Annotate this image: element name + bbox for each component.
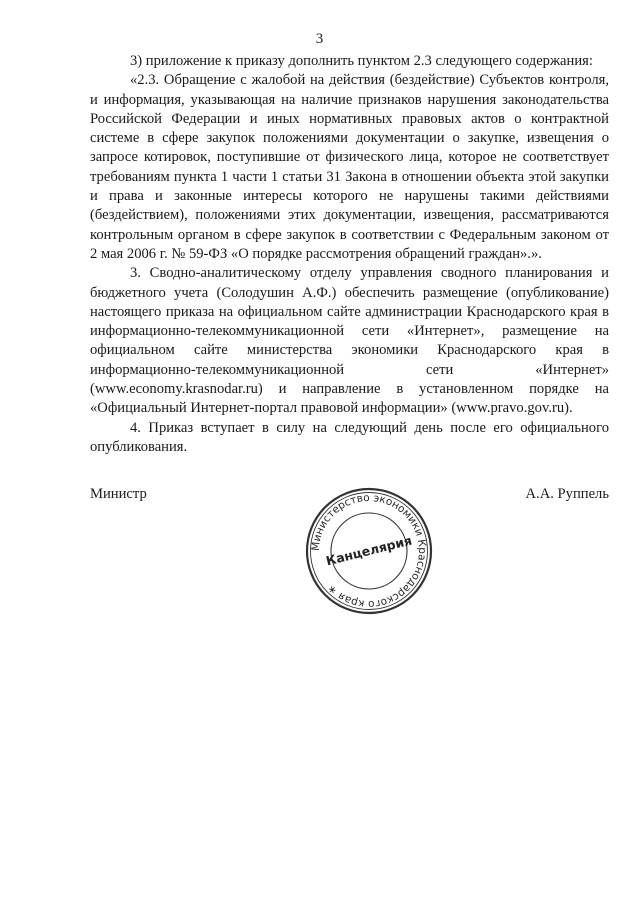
stamp-ring-text: Министерство экономики Краснодарского края ∗ bbox=[309, 491, 429, 611]
signer-position: Министр bbox=[90, 486, 147, 502]
office-stamp bbox=[303, 485, 435, 617]
signer-name: А.А. Руппель bbox=[525, 486, 609, 502]
paragraph-item-3: 3) приложение к приказу дополнить пунктом 2.3 следующего содержания: bbox=[130, 53, 593, 69]
paragraph-quoted-2-3: «2.3. Обращение с жалобой на действия (бездействие) Субъектов контроля, и информация, указывающая на наличие признаков нарушения законодательства Российской Федерации и иных нормативных правовых актов о контрактной системе в сфере закупок положениями документации о закупке, извещения о запросе котировок, поступившие от физического лица, которое не соответствует требованиям пункта 1 части 1 статьи 31 Закона в отношении объекта этой закупки и права и законные интересы которого не нарушены такими действиями (бездействием), положениями этих документации, извещения, рассматриваются контрольным органом в сфере закупок в соответствии с Федеральным законом от 2 мая 2006 г. № 59-ФЗ «О порядке рассмотрения обращений граждан».». bbox=[90, 72, 609, 262]
page-number: 3 bbox=[315, 31, 324, 47]
paragraph-point-4: 4. Приказ вступает в силу на следующий день после его официального опубликования. bbox=[90, 419, 609, 455]
document-body bbox=[90, 52, 609, 457]
stamp-seal-icon bbox=[303, 485, 435, 617]
stamp-center-text: Канцелярия bbox=[324, 532, 414, 569]
paragraph-point-3: 3. Сводно-аналитическому отделу управления сводного планирования и бюджетного учета (Солодушин А.Ф.) обеспечить размещение (опубликование) настоящего приказа на официальном сайте администрации Краснодарского края в информационно-телекоммуникационной сети «Интернет», размещение на официальном сайте министерства экономики Краснодарского края в информационно-телекоммуникационной сети «Интернет» (www.economy.krasnodar.ru) и направление в установленном порядке на «Официальный Интернет-портал правовой информации» (www.pravo.gov.ru). bbox=[90, 265, 609, 417]
